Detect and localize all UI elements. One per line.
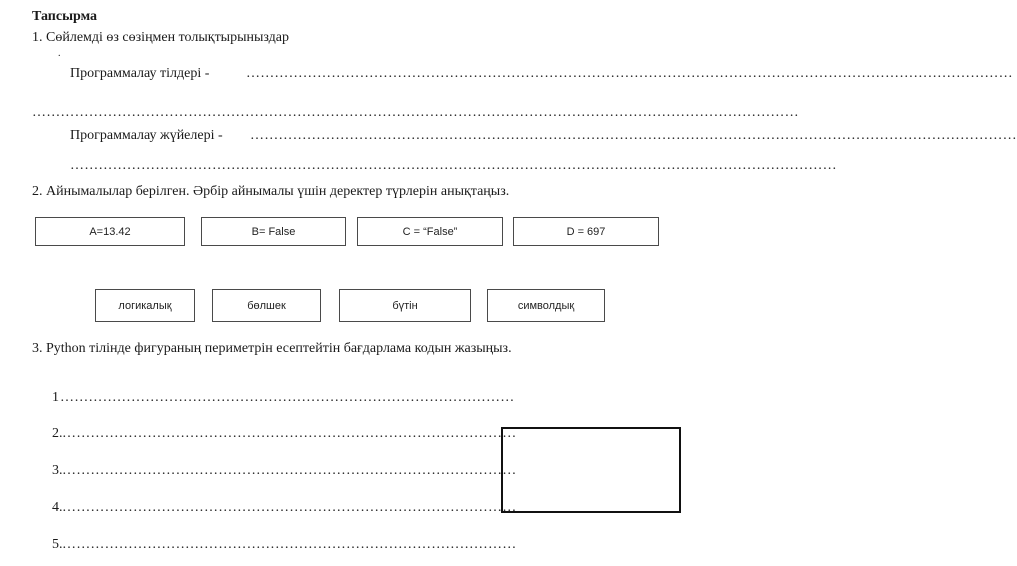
- code-answer-line-3[interactable]: ……………………………………………………………………………………: [62, 463, 517, 478]
- task1-label-systems: Программалау жүйелері -: [70, 128, 223, 143]
- task1-bullet: .: [58, 48, 61, 59]
- variable-box-c[interactable]: C = “False”: [357, 217, 503, 246]
- type-box-integer[interactable]: бүтін: [339, 289, 471, 322]
- page-title: Тапсырма: [32, 9, 98, 24]
- type-box-float[interactable]: бөлшек: [212, 289, 321, 322]
- code-line-number-4: 4.: [52, 500, 63, 515]
- code-answer-line-4[interactable]: ……………………………………………………………………………………: [62, 500, 517, 515]
- task1-answer-line-systems-continued[interactable]: ………………………………………………………………………………………………………………………………………………: [70, 158, 837, 173]
- code-answer-line-1[interactable]: ……………………………………………………………………………………: [60, 390, 515, 405]
- code-answer-line-2[interactable]: ……………………………………………………………………………………: [62, 426, 517, 441]
- rectangle-figure: [501, 427, 681, 513]
- code-line-number-1: 1: [52, 390, 59, 405]
- code-line-number-5: 5.: [52, 537, 63, 552]
- code-line-number-3: 3.: [52, 463, 63, 478]
- code-answer-line-5[interactable]: ……………………………………………………………………………………: [62, 537, 517, 552]
- type-box-string[interactable]: символдық: [487, 289, 605, 322]
- task1-answer-line-systems[interactable]: ………………………………………………………………………………………………………………………………………………: [250, 128, 1017, 143]
- variable-box-b[interactable]: B= False: [201, 217, 346, 246]
- type-box-boolean[interactable]: логикалық: [95, 289, 195, 322]
- task2-instruction: 2. Айнымалылар берілген. Әрбір айнымалы үшін деректер түрлерін анықтаңыз.: [32, 184, 510, 199]
- task1-answer-line-languages[interactable]: ………………………………………………………………………………………………………………………………………………: [246, 66, 1013, 81]
- variable-box-a[interactable]: A=13.42: [35, 217, 185, 246]
- task1-instruction: 1. Сөйлемді өз сөзіңмен толықтырыныздар: [32, 30, 290, 45]
- code-line-number-2: 2.: [52, 426, 63, 441]
- variable-box-d[interactable]: D = 697: [513, 217, 659, 246]
- task1-label-languages: Программалау тілдері -: [70, 66, 210, 81]
- task1-answer-line-languages-continued[interactable]: ………………………………………………………………………………………………………………………………………………: [32, 105, 799, 120]
- task3-instruction: 3. Python тілінде фигураның периметрін есептейтін бағдарлама кодын жазыңыз.: [32, 341, 512, 356]
